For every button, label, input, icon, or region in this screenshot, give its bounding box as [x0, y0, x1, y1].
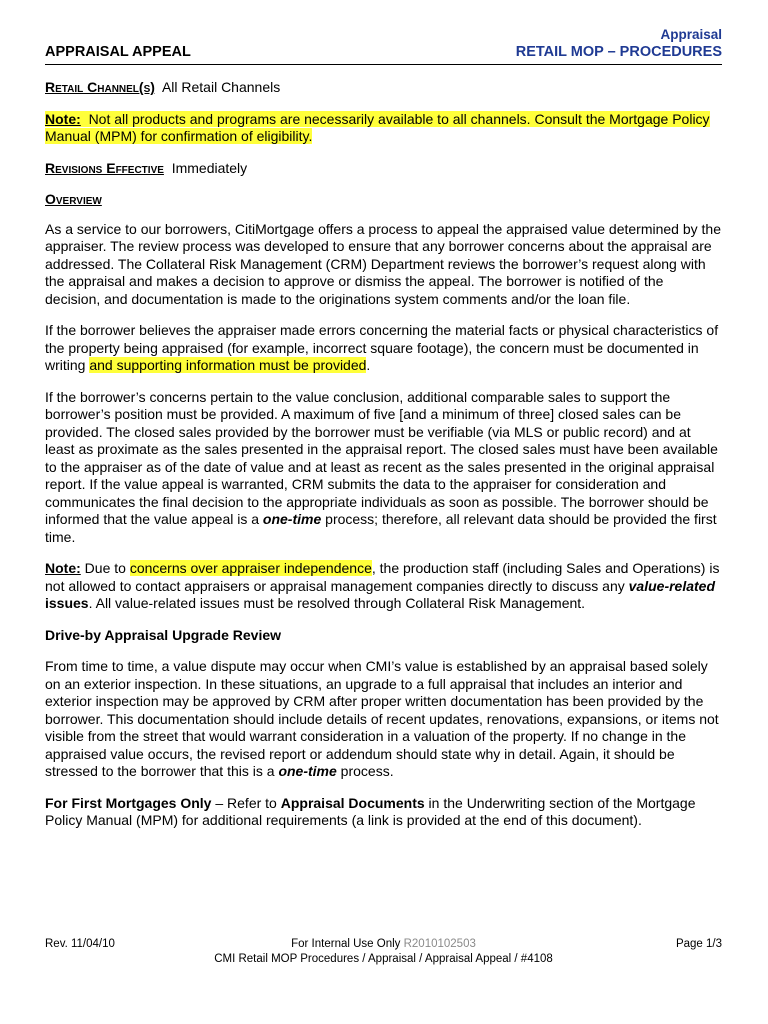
first-mortgages-paragraph: For First Mortgages Only – Refer to Appraisal Documents in the Underwriting section of the Mortgage Policy Manual (MPM) for additional requirements (a link is provided at the end of this document). [45, 794, 696, 828]
driveby-paragraph: From time to time, a value dispute may occur when CMI’s value is established by an appraisal based solely on an exterior inspection. In these situations, an upgrade to a full appraisal that includes an interior and exterior inspection may be approved by CRM after proper written documentation has been provided by the borrower. This documentation should include details of recent updates, renovations, expansions, or items not visible from the street that would warrant consideration in a valuation of the property. If no change in the appraised value occurs, the revised report or addendum should state why in detail. Again, it should be stressed to the borrower that this is a one-time process. [45, 658, 719, 779]
page-footer [45, 937, 722, 967]
footer-revision: Rev. 11/04/10 [45, 938, 115, 950]
appraisal-documents-link[interactable]: Appraisal Documents [280, 794, 425, 811]
overview-paragraph-1: As a service to our borrowers, CitiMortgage offers a process to appeal the appraised value determined by the appraiser. The review process was developed to ensure that any borrower concerns about the appraisal are addressed. The Collateral Risk Management (CRM) Department reviews the borrower’s request along with the appraisal and makes a decision to approve or dismiss the appeal. The borrower is notified of the decision, and documentation is made to the originations system comments and/or the loan file. [45, 220, 721, 307]
header-section: RETAIL MOP – PROCEDURES [515, 44, 722, 60]
document-title: APPRAISAL APPEAL [45, 44, 191, 60]
footer-path: CMI Retail MOP Procedures / Appraisal / Appraisal Appeal / #4108 [214, 953, 553, 965]
highlight-supporting-info: and supporting information must be provided [89, 357, 367, 373]
revisions-label: Revisions Effective [45, 159, 164, 176]
overview-paragraph-2: If the borrower believes the appraiser made errors concerning the material facts or physical characteristics of the property being appraised (for example, incorrect square footage), the concern must be documented in writing and supporting information must be provided. [45, 322, 719, 373]
retail-channels-label: Retail Channel(s) [45, 79, 155, 95]
retail-channels-value: All Retail Channels [161, 79, 281, 95]
note-text: Not all products and programs are necessarily available to all channels. Consult the Mortgage Policy Manual (MPM) for confirmation of eligibility. [45, 110, 710, 144]
document-body [45, 79, 722, 844]
revisions-value: Immediately [171, 159, 248, 176]
header-right [516, 26, 722, 61]
highlight-independence: concerns over appraiser independence [129, 560, 372, 576]
header-category: Appraisal [660, 27, 722, 42]
overview-heading: Overview [45, 191, 102, 207]
header-divider [45, 64, 722, 65]
note-eligibility [45, 111, 722, 146]
note-appraiser-independence: Note: Due to concerns over appraiser independence, the production staff (including Sales and Operations) is not allowed to contact appraisers or appraisal management companies directly to discuss any value-related issues. All value-related issues must be resolved through Collateral Risk Management. [45, 560, 720, 611]
overview-paragraph-3: If the borrower’s concerns pertain to the value conclusion, additional comparable sales to support the borrower’s position must be provided. A maximum of five [and a minimum of three] closed sales can be provided. The closed sales provided by the borrower must be verifiable (via MLS or public record) and at least as proximate as the sales presented in the appraisal report. The closed sales must have been available to the appraiser as of the date of value and at least as recent as the sales presented in the original appraisal report. If the value appeal is warranted, CRM submits the data to the appraiser for consideration and communicates the final decision to the appropriate individuals as soon as possible. The borrower should be informed that the value appeal is a one-time process; therefore, all relevant data should be provided the first time. [45, 388, 718, 545]
footer-page-number: Page 1/3 [675, 938, 722, 950]
note-label: Note: [45, 110, 81, 127]
driveby-heading: Drive-by Appraisal Upgrade Review [45, 626, 282, 643]
revisions-line [45, 160, 722, 178]
footer-internal: For Internal Use Only R2010102503 [291, 938, 476, 950]
footer-code: R2010102503 [403, 938, 476, 950]
retail-channels-line [45, 79, 722, 97]
